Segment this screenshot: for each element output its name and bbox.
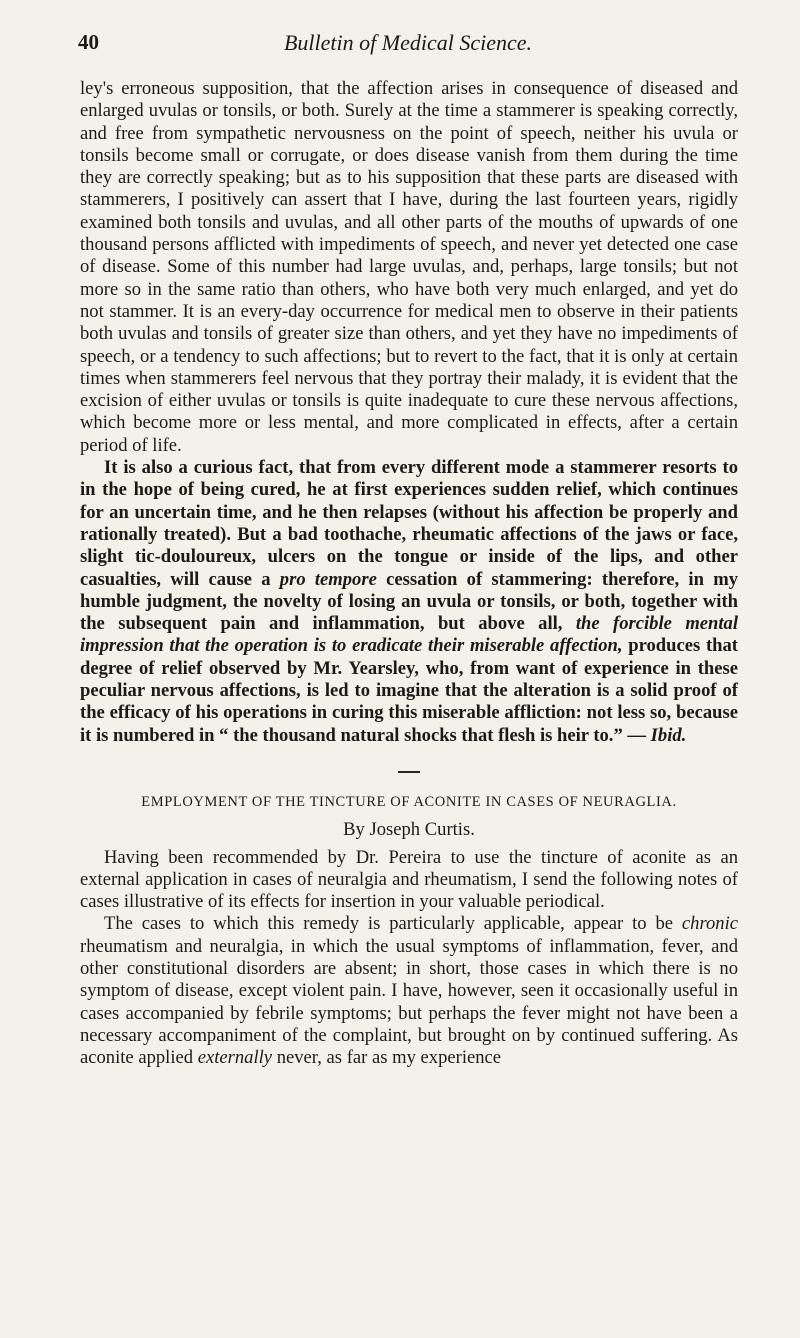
paragraph-continued — [80, 78, 738, 457]
paragraph-text: It is also a curious fact, that from every different mode a stammerer resorts to in the hope of being cured, he at first experiences sudden relief, which continues for an uncertain time, and he then relapses (without his affection be properly and rationally treated). But a bad toothache, rheumatic affections of the jaws or face, slight tic-douloureux, ulcers on the tongue or inside of the lips, and other casualties, will cause a — [80, 457, 738, 590]
paragraph-text: cessation of stammering: therefore, in my humble judgment, the novelty of losing an uvula or tonsils, or both, together with the subsequent pain and inflammation, but above all, — [80, 568, 738, 635]
running-title: Bulletin of Medical Science. — [283, 30, 532, 55]
article-byline: By Joseph Curtis. — [343, 819, 475, 841]
externally-word: externally — [197, 1047, 273, 1069]
pro-tempore-phrase: pro tempore — [279, 568, 377, 590]
paragraph-text: ley's erroneous supposition, that the affection arises in consequence of diseased and enlarged uvulas or tonsils, or both. Surely at the time a stammerer is speaking correctly, and free from sympathetic nervousness on the point of speech, neither his uvula or tonsils become small or corrugate, or does disease vanish from them during the time they are correctly speaking; but as to his supposition that these parts are diseased with stammerers, I positively can assert that I have, during the last fourteen years, rigidly examined both tonsils and uvulas, and all other parts of the mouths of upwards of one thousand persons afflicted with impediments of speech, and never yet detected one case of disease. Some of this number had large uvulas, and, perhaps, large tonsils; but not more so in the same ratio than others, who have both very much enlarged, and yet do not stammer. It is an every-day occurrence for medical men to observe in their patients both uvulas and tonsils of greater size than others, and yet they have no impediments of speech, or a tendency to such affections; but to revert to the fact, that it is only at certain times when stammerers feel nervous that they portray their malady, it is evident that the excision of either uvulas or tonsils is quite inadequate to cure these nervous affections, which become more or less mental, and more complicated in effects, after a certain period of life. — [80, 78, 738, 456]
paragraph-aconite-intro — [80, 847, 738, 914]
article-heading: EMPLOYMENT OF THE TINCTURE OF ACONITE IN CASES OF NEURAGLIA. — [141, 793, 677, 810]
paragraph-text: The cases to which this remedy is particularly applicable, appear to be — [104, 913, 682, 935]
ibid-citation: Ibid. — [650, 724, 687, 746]
paragraph-stammerer-relief — [80, 457, 738, 747]
paragraph-aconite-cases — [80, 913, 738, 1069]
body-text — [80, 78, 738, 1069]
page-header — [78, 30, 738, 64]
paragraph-text: rheumatism and neuralgia, in which the usual symptoms of inflammation, fever, and other constitutional disorders are absent; in short, those cases in which there is no symptom of disease, except violent pain. I have, however, seen it occasionally useful in cases accompanied by febrile symptoms; but perhaps the fever might not have been a necessary accompaniment of the complaint, but brought on by continued suffering. As aconite applied — [80, 935, 738, 1069]
page-number: 40 — [78, 30, 99, 54]
paragraph-text: produces that degree of relief observed by Mr. Yearsley, who, from want of experience in these peculiar nervous affections, is led to imagine that the alteration is a solid proof of the efficacy of his operations in curing this miserable affliction: not less so, because it is numbered in “ the thousand natural shocks that flesh is heir to.” — — [80, 635, 738, 746]
chronic-word: chronic — [681, 913, 738, 935]
paragraph-text: Having been recommended by Dr. Pereira to use the tincture of aconite as an external application in cases of neuralgia and rheumatism, I send the following notes of cases illustrative of its effects for insertion in your valuable periodical. — [80, 846, 738, 913]
forcible-impression-phrase: the forcible mental impression that the operation is to eradicate their miserable affection, — [80, 613, 739, 657]
paragraph-text: never, as far as my experience — [272, 1047, 502, 1069]
section-separator — [398, 771, 420, 773]
